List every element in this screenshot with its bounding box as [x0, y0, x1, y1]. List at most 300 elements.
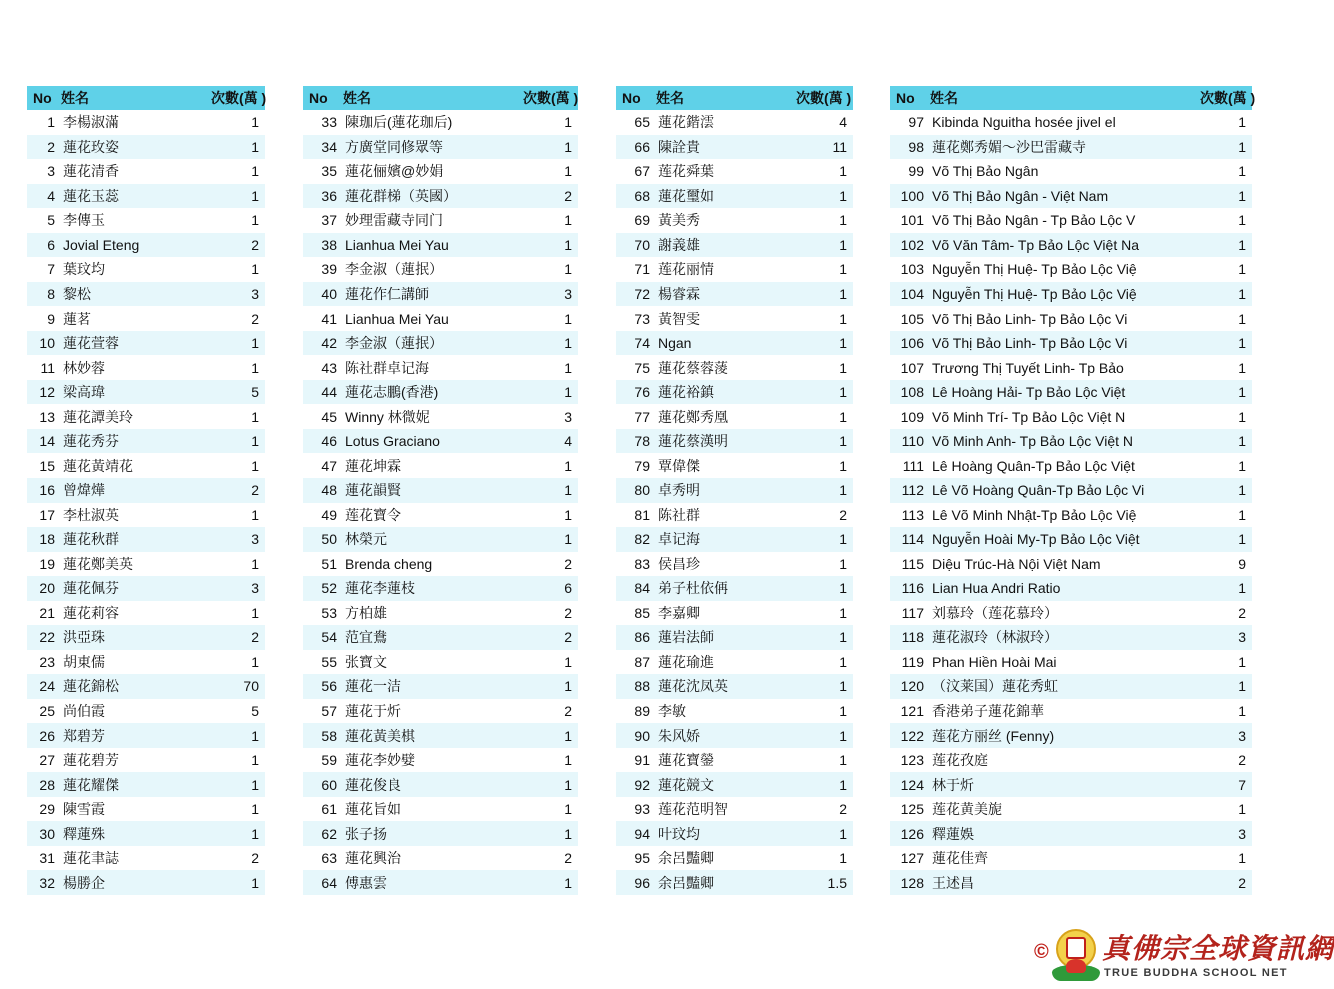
table-row — [616, 233, 853, 258]
table-row — [27, 453, 265, 478]
row-name: 蓮花裕鎮 — [656, 380, 796, 405]
table-row — [303, 625, 578, 650]
row-number: 120 — [890, 674, 930, 699]
row-name: 蓮岩法師 — [656, 625, 796, 650]
row-name: 陈社群 — [656, 503, 796, 528]
table-row — [27, 625, 265, 650]
row-count: 1 — [523, 159, 578, 184]
donation-table-1 — [27, 86, 265, 895]
row-name: 蓮花聿誌 — [61, 846, 211, 871]
table-row — [616, 380, 853, 405]
row-count: 1 — [796, 159, 853, 184]
row-number: 72 — [616, 282, 656, 307]
row-count: 1 — [1200, 797, 1252, 822]
row-name: 蓮花鄭美英 — [61, 552, 211, 577]
table-row — [616, 282, 853, 307]
table-row — [616, 208, 853, 233]
row-count: 1 — [211, 355, 265, 380]
header-count: 次數(萬 ) — [211, 86, 265, 110]
row-count: 1 — [1200, 576, 1252, 601]
table-row — [303, 380, 578, 405]
row-number: 73 — [616, 306, 656, 331]
row-name: Lianhua Mei Yau — [343, 306, 523, 331]
row-name: Võ Minh Trí- Tp Bảo Lộc Việt N — [930, 404, 1200, 429]
table-row — [616, 429, 853, 454]
row-name: Võ Thị Bảo Linh- Tp Bảo Lộc Vi — [930, 306, 1200, 331]
row-count: 1 — [211, 748, 265, 773]
row-name: Kibinda Nguitha hosée jivel el — [930, 110, 1200, 135]
row-name: 蓮花韻賢 — [343, 478, 523, 503]
row-number: 10 — [27, 331, 61, 356]
row-name: 李嘉卿 — [656, 601, 796, 626]
row-name: 陳詮貴 — [656, 135, 796, 160]
row-number: 58 — [303, 723, 343, 748]
table-row — [303, 650, 578, 675]
row-number: 89 — [616, 699, 656, 724]
row-name: Võ Minh Anh- Tp Bảo Lộc Việt N — [930, 429, 1200, 454]
table-row — [27, 429, 265, 454]
row-count: 1 — [1200, 331, 1252, 356]
row-count: 1 — [1200, 257, 1252, 282]
row-number: 104 — [890, 282, 930, 307]
table-row — [303, 576, 578, 601]
row-name: 余呂豔卿 — [656, 870, 796, 895]
row-count: 1 — [523, 453, 578, 478]
row-count: 1 — [796, 453, 853, 478]
row-number: 110 — [890, 429, 930, 454]
table-row — [27, 870, 265, 895]
table-row — [890, 380, 1252, 405]
table-row — [890, 723, 1252, 748]
row-name: 叶玟均 — [656, 821, 796, 846]
row-count: 1 — [211, 208, 265, 233]
row-number: 26 — [27, 723, 61, 748]
row-number: 90 — [616, 723, 656, 748]
table-row — [890, 159, 1252, 184]
row-count: 1 — [211, 453, 265, 478]
row-number: 44 — [303, 380, 343, 405]
table-row — [890, 208, 1252, 233]
row-number: 36 — [303, 184, 343, 209]
table-row — [890, 355, 1252, 380]
table-row — [303, 723, 578, 748]
table-row — [303, 552, 578, 577]
row-count: 1 — [211, 331, 265, 356]
table-row — [27, 552, 265, 577]
row-name: 李金淑（蓮抿） — [343, 257, 523, 282]
table-row — [890, 306, 1252, 331]
row-count: 1 — [523, 355, 578, 380]
row-count: 11 — [796, 135, 853, 160]
row-number: 101 — [890, 208, 930, 233]
row-name: 蓮花萱蓉 — [61, 331, 211, 356]
row-count: 2 — [523, 552, 578, 577]
table-row — [27, 184, 265, 209]
row-count: 1 — [211, 404, 265, 429]
row-name: 蓮花譚美玲 — [61, 404, 211, 429]
table-row — [27, 355, 265, 380]
row-number: 57 — [303, 699, 343, 724]
row-count: 3 — [1200, 625, 1252, 650]
table-row — [27, 404, 265, 429]
row-count: 1 — [796, 404, 853, 429]
row-count: 1 — [1200, 159, 1252, 184]
table-row — [27, 233, 265, 258]
row-name: 蓮花李蓮枝 — [343, 576, 523, 601]
row-count: 3 — [211, 527, 265, 552]
row-name: 蓮花一洁 — [343, 674, 523, 699]
row-count: 1 — [523, 503, 578, 528]
row-number: 8 — [27, 282, 61, 307]
row-number: 113 — [890, 503, 930, 528]
row-count: 1 — [523, 650, 578, 675]
row-number: 11 — [27, 355, 61, 380]
table-row — [27, 601, 265, 626]
row-number: 53 — [303, 601, 343, 626]
row-count: 1 — [211, 257, 265, 282]
row-name: 林榮元 — [343, 527, 523, 552]
row-name: 莲花丽情 — [656, 257, 796, 282]
row-number: 102 — [890, 233, 930, 258]
row-name: 釋蓮娛 — [930, 821, 1200, 846]
row-name: 蓮花錦松 — [61, 674, 211, 699]
row-count: 1 — [1200, 527, 1252, 552]
table-row — [890, 478, 1252, 503]
table-row — [616, 723, 853, 748]
row-number: 116 — [890, 576, 930, 601]
row-name: 林妙蓉 — [61, 355, 211, 380]
row-number: 96 — [616, 870, 656, 895]
row-count: 1 — [1200, 453, 1252, 478]
row-name: Lê Võ Hoàng Quân-Tp Bảo Lộc Vi — [930, 478, 1200, 503]
row-name: 蓮花莉容 — [61, 601, 211, 626]
row-count: 1 — [523, 208, 578, 233]
row-name: 蓮花耀傑 — [61, 772, 211, 797]
table-row — [616, 331, 853, 356]
row-number: 7 — [27, 257, 61, 282]
row-number: 51 — [303, 552, 343, 577]
row-number: 59 — [303, 748, 343, 773]
row-count: 4 — [523, 429, 578, 454]
row-name: 蓮花李妙嬖 — [343, 748, 523, 773]
row-name: 蓮花碧芳 — [61, 748, 211, 773]
table-row — [303, 282, 578, 307]
row-number: 79 — [616, 453, 656, 478]
table-row — [890, 110, 1252, 135]
row-name: 蓮花璽如 — [656, 184, 796, 209]
header-count: 次數(萬 ) — [1200, 86, 1252, 110]
row-count: 1 — [1200, 233, 1252, 258]
row-count: 1 — [796, 723, 853, 748]
row-name: 蓮花佩芬 — [61, 576, 211, 601]
row-count: 1 — [1200, 135, 1252, 160]
table-row — [890, 674, 1252, 699]
row-count: 2 — [796, 797, 853, 822]
row-count: 1 — [211, 110, 265, 135]
table-row — [616, 674, 853, 699]
row-name: 陈社群卓记海 — [343, 355, 523, 380]
row-count: 1 — [523, 870, 578, 895]
row-name: Võ Văn Tâm- Tp Bảo Lộc Việt Na — [930, 233, 1200, 258]
row-count: 1 — [523, 110, 578, 135]
table-row — [890, 429, 1252, 454]
table-header-row — [616, 86, 853, 110]
row-number: 5 — [27, 208, 61, 233]
table-row — [303, 331, 578, 356]
table-row — [890, 772, 1252, 797]
row-number: 123 — [890, 748, 930, 773]
row-name: 蓮花佳齊 — [930, 846, 1200, 871]
row-number: 38 — [303, 233, 343, 258]
row-name: 蓮花黃靖花 — [61, 453, 211, 478]
table-row — [27, 748, 265, 773]
row-name: 蓮花瑜進 — [656, 650, 796, 675]
row-count: 9 — [1200, 552, 1252, 577]
row-name: 蓮花寶鎣 — [656, 748, 796, 773]
row-name: 楊睿霖 — [656, 282, 796, 307]
row-count: 1 — [211, 723, 265, 748]
row-count: 2 — [211, 478, 265, 503]
row-count: 3 — [211, 282, 265, 307]
row-count: 1 — [796, 331, 853, 356]
row-name: Lê Hoàng Quân-Tp Bảo Lộc Việt — [930, 453, 1200, 478]
row-number: 83 — [616, 552, 656, 577]
table-row — [890, 601, 1252, 626]
table-row — [303, 429, 578, 454]
row-count: 1 — [523, 797, 578, 822]
row-count: 3 — [211, 576, 265, 601]
table-row — [27, 674, 265, 699]
donation-table-3 — [616, 86, 853, 895]
row-number: 108 — [890, 380, 930, 405]
row-count: 1 — [523, 233, 578, 258]
row-name: Lê Hoàng Hải- Tp Bảo Lộc Việt — [930, 380, 1200, 405]
row-number: 111 — [890, 453, 930, 478]
header-count: 次數(萬 ) — [796, 86, 853, 110]
table-row — [616, 699, 853, 724]
table-row — [890, 233, 1252, 258]
table-row — [616, 576, 853, 601]
row-count: 7 — [1200, 772, 1252, 797]
row-number: 6 — [27, 233, 61, 258]
row-count: 1 — [1200, 699, 1252, 724]
table-row — [27, 159, 265, 184]
row-count: 1 — [796, 478, 853, 503]
row-name: 蓮花黃美棋 — [343, 723, 523, 748]
row-number: 31 — [27, 846, 61, 871]
row-name: 蓮花鍇澐 — [656, 110, 796, 135]
row-count: 1 — [796, 674, 853, 699]
row-name: 蓮花作仁講師 — [343, 282, 523, 307]
row-count: 3 — [523, 404, 578, 429]
table-row — [303, 404, 578, 429]
row-name: 张寶文 — [343, 650, 523, 675]
row-name: 蓮花俪嬪@妙娟 — [343, 159, 523, 184]
row-number: 35 — [303, 159, 343, 184]
row-count: 1 — [796, 282, 853, 307]
row-number: 54 — [303, 625, 343, 650]
table-row — [27, 576, 265, 601]
row-number: 118 — [890, 625, 930, 650]
row-number: 70 — [616, 233, 656, 258]
row-number: 16 — [27, 478, 61, 503]
row-count: 3 — [1200, 821, 1252, 846]
row-count: 1 — [211, 772, 265, 797]
row-name: 傅惠雲 — [343, 870, 523, 895]
row-count: 2 — [523, 846, 578, 871]
row-name: Lê Võ Minh Nhật-Tp Bảo Lộc Việ — [930, 503, 1200, 528]
row-number: 21 — [27, 601, 61, 626]
row-name: Lianhua Mei Yau — [343, 233, 523, 258]
row-name: 侯昌珍 — [656, 552, 796, 577]
row-name: 莲花黄美旎 — [930, 797, 1200, 822]
row-number: 25 — [27, 699, 61, 724]
table-row — [890, 650, 1252, 675]
row-name: Võ Thị Bảo Linh- Tp Bảo Lộc Vi — [930, 331, 1200, 356]
row-count: 1 — [796, 355, 853, 380]
row-name: Lotus Graciano — [343, 429, 523, 454]
table-row — [890, 748, 1252, 773]
row-number: 52 — [303, 576, 343, 601]
table-row — [616, 650, 853, 675]
row-name: Phan Hiền Hoài Mai — [930, 650, 1200, 675]
table-row — [616, 772, 853, 797]
row-name: 卓记海 — [656, 527, 796, 552]
row-count: 1 — [1200, 306, 1252, 331]
row-count: 1 — [211, 601, 265, 626]
row-count: 1 — [796, 748, 853, 773]
row-name: Diệu Trúc-Hà Nội Việt Nam — [930, 552, 1200, 577]
row-number: 37 — [303, 208, 343, 233]
table-row — [616, 453, 853, 478]
row-name: Võ Thị Bảo Ngân - Việt Nam — [930, 184, 1200, 209]
row-number: 14 — [27, 429, 61, 454]
row-count: 1 — [523, 772, 578, 797]
row-count: 1 — [796, 601, 853, 626]
row-count: 3 — [1200, 723, 1252, 748]
row-number: 115 — [890, 552, 930, 577]
row-count: 5 — [211, 380, 265, 405]
row-number: 109 — [890, 404, 930, 429]
row-number: 88 — [616, 674, 656, 699]
table-row — [616, 846, 853, 871]
row-count: 1 — [796, 233, 853, 258]
row-name: 蓮花志鵬(香港) — [343, 380, 523, 405]
row-number: 114 — [890, 527, 930, 552]
header-name: 姓名 — [930, 86, 1200, 110]
table-row — [27, 282, 265, 307]
table-row — [890, 870, 1252, 895]
row-count: 1 — [1200, 503, 1252, 528]
row-count: 70 — [211, 674, 265, 699]
row-name: 蓮花蔡漢明 — [656, 429, 796, 454]
row-number: 98 — [890, 135, 930, 160]
row-name: Nguyễn Thị Huệ- Tp Bảo Lộc Việ — [930, 282, 1200, 307]
row-name: 李楊淑滿 — [61, 110, 211, 135]
row-count: 2 — [211, 233, 265, 258]
row-number: 75 — [616, 355, 656, 380]
row-count: 1 — [796, 650, 853, 675]
table-row — [890, 576, 1252, 601]
row-count: 1 — [211, 503, 265, 528]
row-name: 李傳玉 — [61, 208, 211, 233]
row-name: 卓秀明 — [656, 478, 796, 503]
table-row — [616, 478, 853, 503]
row-name: 蓮花俊良 — [343, 772, 523, 797]
table-row — [27, 723, 265, 748]
table-row — [27, 110, 265, 135]
row-number: 100 — [890, 184, 930, 209]
table-row — [27, 650, 265, 675]
row-number: 94 — [616, 821, 656, 846]
row-count: 1 — [1200, 110, 1252, 135]
row-name: 莲花舜葉 — [656, 159, 796, 184]
row-count: 2 — [1200, 601, 1252, 626]
table-row — [27, 380, 265, 405]
row-name: 蓮花秀芬 — [61, 429, 211, 454]
table-row — [27, 257, 265, 282]
row-count: 1 — [796, 184, 853, 209]
row-count: 1 — [796, 257, 853, 282]
table-row — [616, 110, 853, 135]
row-count: 2 — [523, 601, 578, 626]
row-count: 1 — [211, 159, 265, 184]
row-count: 1 — [523, 380, 578, 405]
row-name: 蓮花群梯（英國） — [343, 184, 523, 209]
row-name: 莲花寶令 — [343, 503, 523, 528]
row-name: 莲花孜庭 — [930, 748, 1200, 773]
row-number: 41 — [303, 306, 343, 331]
row-count: 1 — [211, 650, 265, 675]
row-count: 1 — [211, 429, 265, 454]
table-row — [616, 159, 853, 184]
row-name: 李杜淑英 — [61, 503, 211, 528]
header-count: 次數(萬 ) — [523, 86, 578, 110]
row-count: 1 — [523, 478, 578, 503]
row-number: 15 — [27, 453, 61, 478]
row-count: 1 — [796, 552, 853, 577]
table-row — [616, 135, 853, 160]
row-number: 29 — [27, 797, 61, 822]
row-number: 55 — [303, 650, 343, 675]
row-count: 1 — [1200, 404, 1252, 429]
row-name: 蓮花秋群 — [61, 527, 211, 552]
header-no: No — [890, 86, 930, 110]
row-number: 64 — [303, 870, 343, 895]
row-count: 1 — [211, 135, 265, 160]
table-row — [890, 282, 1252, 307]
table-row — [27, 208, 265, 233]
table-row — [27, 772, 265, 797]
row-number: 81 — [616, 503, 656, 528]
row-number: 60 — [303, 772, 343, 797]
table-row — [303, 797, 578, 822]
header-no: No — [616, 86, 656, 110]
row-name: 蓮花坤霖 — [343, 453, 523, 478]
table-row — [616, 184, 853, 209]
row-number: 87 — [616, 650, 656, 675]
row-count: 1 — [796, 380, 853, 405]
header-no: No — [303, 86, 343, 110]
row-count: 2 — [523, 184, 578, 209]
row-count: 4 — [796, 110, 853, 135]
row-count: 2 — [796, 503, 853, 528]
row-count: 1 — [1200, 355, 1252, 380]
row-number: 62 — [303, 821, 343, 846]
row-number: 19 — [27, 552, 61, 577]
table-row — [890, 699, 1252, 724]
table-row — [616, 797, 853, 822]
